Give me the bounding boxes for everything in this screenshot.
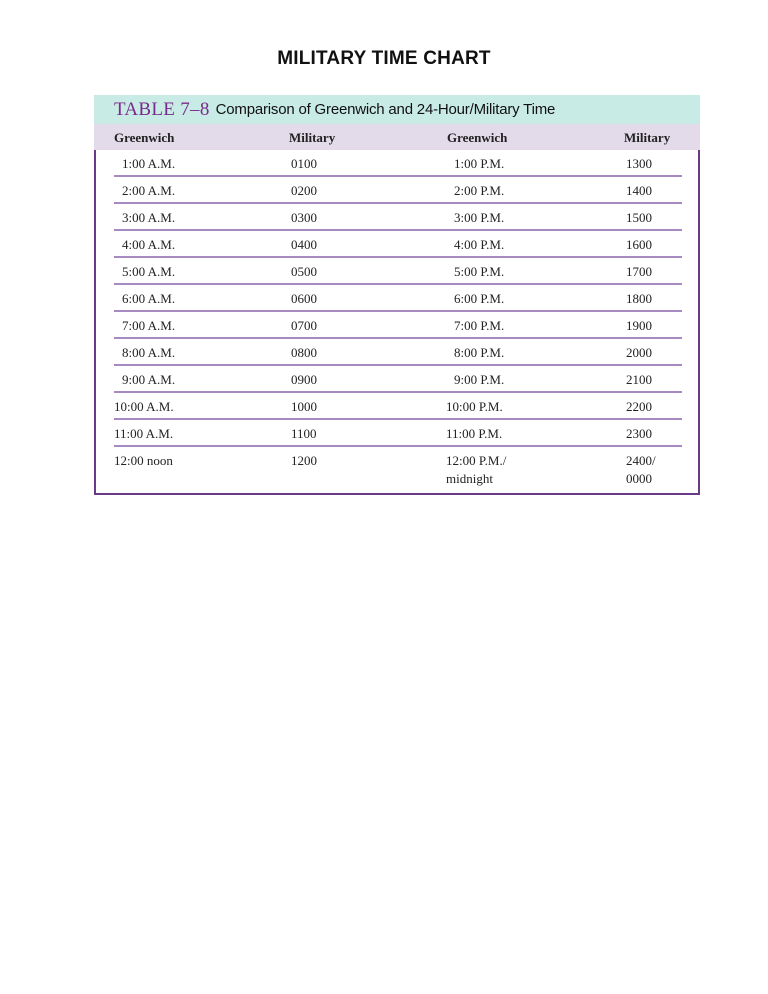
table-row: [114, 366, 682, 393]
table-header-row: [94, 124, 700, 150]
table-row: [114, 312, 682, 339]
table-row: [114, 204, 682, 231]
table-row: [114, 150, 682, 177]
greenwich-am-cell: 5:00 A.M.: [122, 264, 176, 279]
greenwich-am-cell: 9:00 A.M.: [122, 372, 176, 387]
greenwich-am-cell: 6:00 A.M.: [122, 291, 176, 306]
military-am-cell: 1000: [291, 399, 317, 414]
military-pm-cell: 2100: [626, 372, 652, 387]
military-am-cell: 0900: [291, 372, 317, 387]
greenwich-pm-cell: 9:00 P.M.: [454, 372, 505, 387]
table-row: [114, 285, 682, 312]
military-am-cell: 1200: [291, 453, 317, 468]
table-caption-text: Comparison of Greenwich and 24-Hour/Military Time: [215, 101, 556, 118]
page-title: MILITARY TIME CHART: [277, 48, 491, 69]
greenwich-pm-cell: [446, 453, 506, 487]
table-row: [114, 420, 682, 447]
greenwich-pm-cell: 3:00 P.M.: [454, 210, 505, 225]
header-military-pm: Military: [624, 130, 671, 145]
military-am-cell: 0500: [291, 264, 317, 279]
greenwich-am-cell: 3:00 A.M.: [122, 210, 176, 225]
military-pm-line2: 0000: [626, 471, 652, 486]
greenwich-am-cell: 11:00 A.M.: [114, 426, 174, 441]
military-pm-cell: [626, 453, 656, 487]
greenwich-pm-cell: 7:00 P.M.: [454, 318, 505, 333]
greenwich-pm-cell: 2:00 P.M.: [454, 183, 505, 198]
military-am-cell: 0800: [291, 345, 317, 360]
military-am-cell: 1100: [291, 426, 317, 441]
greenwich-am-cell: 4:00 A.M.: [122, 237, 176, 252]
greenwich-pm-cell: 4:00 P.M.: [454, 237, 505, 252]
greenwich-pm-cell: 1:00 P.M.: [454, 156, 505, 171]
military-pm-cell: 1800: [626, 291, 652, 306]
military-am-cell: 0300: [291, 210, 317, 225]
military-pm-cell: 1600: [626, 237, 652, 252]
greenwich-am-cell: 7:00 A.M.: [122, 318, 176, 333]
greenwich-am-cell: 12:00 noon: [114, 453, 173, 468]
greenwich-pm-cell: 6:00 P.M.: [454, 291, 505, 306]
military-am-cell: 0400: [291, 237, 317, 252]
military-pm-cell: 1900: [626, 318, 652, 333]
greenwich-pm-cell: 8:00 P.M.: [454, 345, 505, 360]
military-am-cell: 0600: [291, 291, 317, 306]
greenwich-pm-line1: 12:00 P.M./: [446, 453, 507, 468]
table-row: [114, 393, 682, 420]
military-pm-cell: 2200: [626, 399, 652, 414]
greenwich-pm-cell: 5:00 P.M.: [454, 264, 505, 279]
military-am-cell: 0200: [291, 183, 317, 198]
table-row: [114, 447, 682, 491]
header-military-am: Military: [289, 130, 336, 145]
military-pm-cell: 1400: [626, 183, 652, 198]
greenwich-am-cell: 1:00 A.M.: [122, 156, 176, 171]
military-pm-cell: 2000: [626, 345, 652, 360]
military-am-cell: 0100: [291, 156, 317, 171]
table-row: [114, 177, 682, 204]
military-pm-line1: 2400/: [626, 453, 656, 468]
greenwich-pm-cell: 11:00 P.M.: [446, 426, 503, 441]
time-comparison-table: [94, 95, 700, 495]
greenwich-am-cell: 10:00 A.M.: [114, 399, 174, 414]
table-row: [114, 339, 682, 366]
table-row: [114, 231, 682, 258]
header-greenwich-am: Greenwich: [114, 130, 175, 145]
table-caption: [94, 95, 700, 124]
greenwich-am-cell: 8:00 A.M.: [122, 345, 176, 360]
military-pm-cell: 1500: [626, 210, 652, 225]
military-pm-cell: 1700: [626, 264, 652, 279]
table-number: TABLE 7–8: [114, 98, 210, 120]
table-row: [114, 258, 682, 285]
military-pm-cell: 1300: [626, 156, 652, 171]
greenwich-am-cell: 2:00 A.M.: [122, 183, 176, 198]
military-am-cell: 0700: [291, 318, 317, 333]
header-greenwich-pm: Greenwich: [447, 130, 508, 145]
greenwich-pm-line2: midnight: [446, 471, 493, 486]
greenwich-pm-cell: 10:00 P.M.: [446, 399, 503, 414]
military-pm-cell: 2300: [626, 426, 652, 441]
